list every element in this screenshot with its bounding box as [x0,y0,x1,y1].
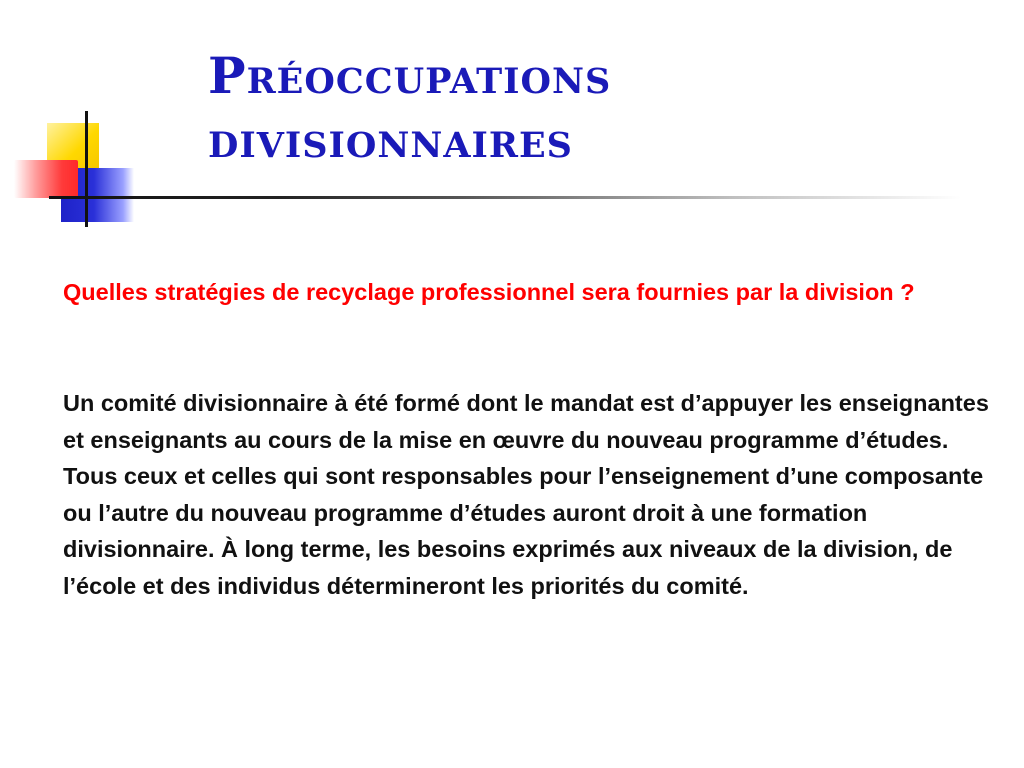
question-text: Quelles stratégies de recyclage professionnel sera fournies par la division ? [63,279,915,305]
slide-title-line-1: Préoccupations [208,46,612,105]
slide-title-line-2: divisionnaires [208,110,573,169]
decorative-vertical-line [85,111,88,227]
slide-title [208,44,611,172]
title-underline [49,196,961,199]
decorative-red-square [14,160,78,198]
body-paragraph: Un comité divisionnaire à été formé dont le mandat est d’appuyer les enseignantes et enseignants au cours de la mise en œuvre du nouveau programme d’études. Tous ceux et celles qui sont responsables pour l’enseignement d’une composante ou l’autre du nouveau programme d’études auront droit à une formation divisionnaire. À long terme, les besoins exprimés aux niveaux de la division, de l’école et des individus détermineront les priorités du comité. [63,390,989,599]
